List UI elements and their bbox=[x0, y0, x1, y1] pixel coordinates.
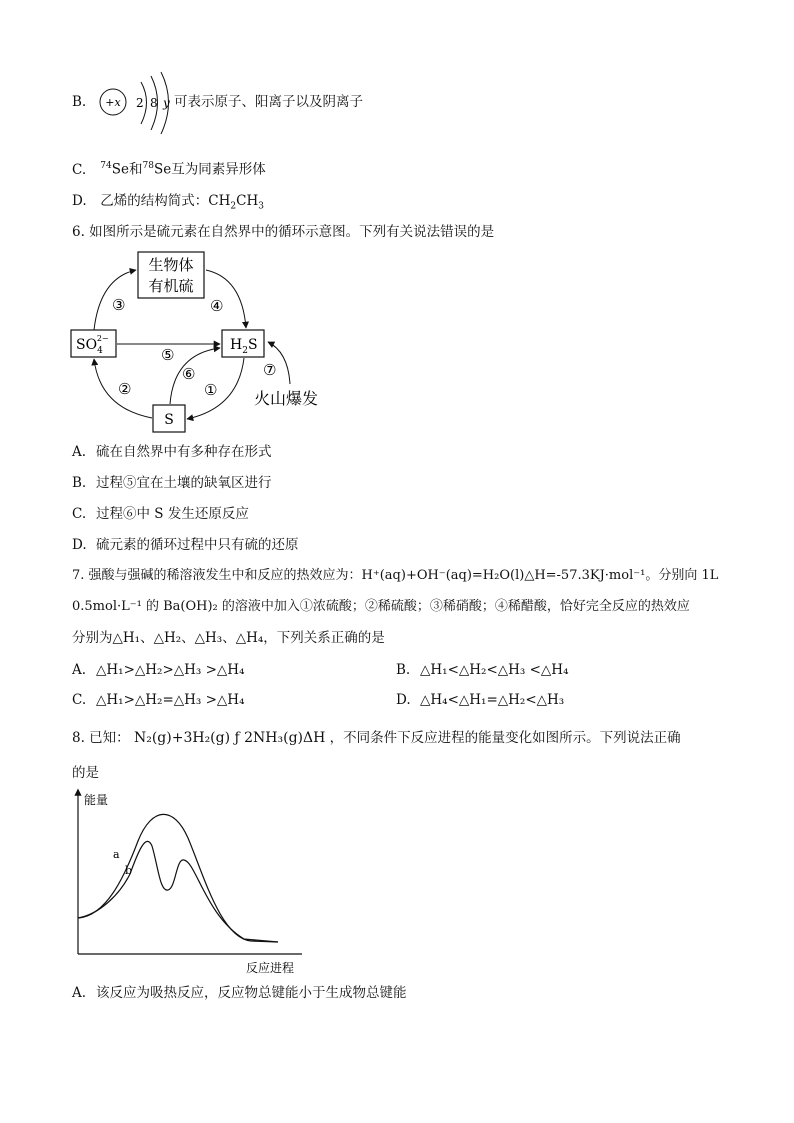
q7-option-d bbox=[396, 690, 564, 710]
option-text: 过程⑤宜在土壤的缺氧区进行 bbox=[96, 475, 272, 491]
option-label: D. bbox=[72, 193, 87, 209]
option-text: △H₄<△H₁=△H₂<△H₃ bbox=[420, 692, 565, 708]
option-text: 过程⑥中 S 发生还原反应 bbox=[96, 506, 249, 522]
shell-count-1: 2 bbox=[136, 96, 144, 110]
organic-sulfur-line2: 有机硫 bbox=[148, 277, 194, 295]
formula-sub: 2 bbox=[230, 201, 237, 212]
step-6-label: ⑥ bbox=[182, 365, 196, 383]
curve-b bbox=[78, 841, 278, 942]
q6-option-c bbox=[72, 504, 249, 524]
q5-option-b-text: 可表示原子、阳离子以及阴离子 bbox=[174, 94, 363, 110]
formula-sub: 3 bbox=[258, 201, 264, 212]
step-2-label: ② bbox=[118, 380, 132, 398]
isotope-element-2: Se bbox=[153, 161, 172, 178]
option-label: C. bbox=[72, 506, 87, 522]
curve-a bbox=[78, 814, 278, 942]
option-text: 硫在自然界中有多种存在形式 bbox=[96, 444, 272, 460]
nucleus-charge: +x bbox=[105, 96, 121, 109]
formula-part: CH bbox=[236, 193, 259, 209]
isotope-mass-2: 78 bbox=[142, 161, 154, 171]
option-text: 硫元素的循环过程中只有硫的还原 bbox=[96, 537, 299, 553]
step-5-label: ⑤ bbox=[161, 346, 175, 364]
q5-option-d bbox=[72, 191, 264, 217]
q8-stem-line2: 的是 bbox=[72, 765, 99, 781]
q6-option-a bbox=[72, 442, 272, 462]
q6-option-d bbox=[72, 535, 299, 555]
option-label: B. bbox=[72, 475, 87, 491]
step-4-label: ④ bbox=[210, 297, 224, 315]
q8-equation: N₂(g)+3H₂(g) ƒ 2NH₃(g)ΔH bbox=[133, 730, 326, 746]
q7-option-c bbox=[72, 690, 245, 710]
sulfur-symbol: S bbox=[164, 412, 174, 428]
curve-b-label: b bbox=[125, 864, 133, 877]
q7-option-b bbox=[396, 660, 569, 680]
q5-option-b bbox=[72, 92, 96, 112]
q5-option-c bbox=[72, 156, 266, 180]
isotope-element-1: Se bbox=[111, 161, 129, 178]
energy-profile-chart bbox=[66, 786, 306, 976]
step-1-label: ① bbox=[204, 381, 218, 399]
q8-stem-line1 bbox=[72, 728, 681, 748]
ion-structure-diagram bbox=[96, 72, 186, 132]
isotope-mass-1: 74 bbox=[100, 161, 112, 171]
option-label: D. bbox=[396, 692, 411, 708]
curve-a-label: a bbox=[113, 848, 120, 861]
connector-text: 和 bbox=[129, 161, 143, 178]
option-text: △H₁>△H₂>△H₃ >△H₄ bbox=[96, 662, 245, 678]
shell-count-2: 8 bbox=[150, 96, 158, 110]
q7-option-a bbox=[72, 660, 245, 680]
q8-suffix: ，不同条件下反应进程的能量变化如图所示。下列说法正确 bbox=[329, 730, 681, 746]
option-text: 互为同素异形体 bbox=[171, 161, 266, 178]
q8-option-a bbox=[72, 983, 407, 1003]
option-label: A. bbox=[72, 662, 87, 678]
option-text: 该反应为吸热反应，反应物总键能小于生成物总键能 bbox=[96, 985, 407, 1001]
option-label: C. bbox=[72, 692, 87, 708]
volcano-label: 火山爆发 bbox=[254, 389, 319, 408]
q8-prefix: 8. 已知： bbox=[72, 730, 130, 746]
q6-stem: 6. 如图所示是硫元素在自然界中的循环示意图。下列有关说法错误的是 bbox=[72, 224, 495, 240]
h2s-formula: $H_2S$ bbox=[230, 337, 258, 356]
x-axis-label: 反应进程 bbox=[246, 961, 295, 975]
q7-stem-line1: 7. 强酸与强碱的稀溶液发生中和反应的热效应为：H⁺(aq)+OH⁻(aq)=H₂O(l)△H=-57.3KJ·mol⁻¹。分别向 1L bbox=[72, 568, 719, 583]
option-label: A. bbox=[72, 444, 87, 460]
q6-option-b bbox=[72, 473, 272, 493]
option-label: B. bbox=[72, 94, 87, 110]
y-axis-label: 能量 bbox=[84, 793, 109, 807]
step-3-label: ③ bbox=[112, 296, 126, 314]
q7-stem-line3: 分别为△H₁、△H₂、△H₃、△H₄，下列关系正确的是 bbox=[72, 630, 385, 646]
option-text: △H₁>△H₂=△H₃ >△H₄ bbox=[96, 692, 245, 708]
q7-stem-line2: 0.5mol·L⁻¹ 的 Ba(OH)₂ 的溶液中加入①浓硫酸；②稀硫酸；③稀硝酸；④稀醋酸，恰好完全反应的热效应 bbox=[72, 599, 690, 614]
formula-part: CH bbox=[208, 193, 231, 209]
option-label: A. bbox=[72, 985, 87, 1001]
shell-count-3: y bbox=[163, 96, 170, 110]
organic-sulfur-line1: 生物体 bbox=[148, 256, 194, 274]
option-label: C. bbox=[72, 161, 87, 178]
sulfate-formula: $SO_42-$ bbox=[76, 334, 109, 356]
option-text: △H₁<△H₂<△H₃ <△H₄ bbox=[420, 662, 569, 678]
option-text: 乙烯的结构简式： bbox=[100, 193, 209, 209]
step-7-label: ⑦ bbox=[263, 361, 277, 379]
option-label: B. bbox=[396, 662, 411, 678]
option-label: D. bbox=[72, 537, 87, 553]
sulfur-cycle-diagram bbox=[70, 248, 350, 438]
